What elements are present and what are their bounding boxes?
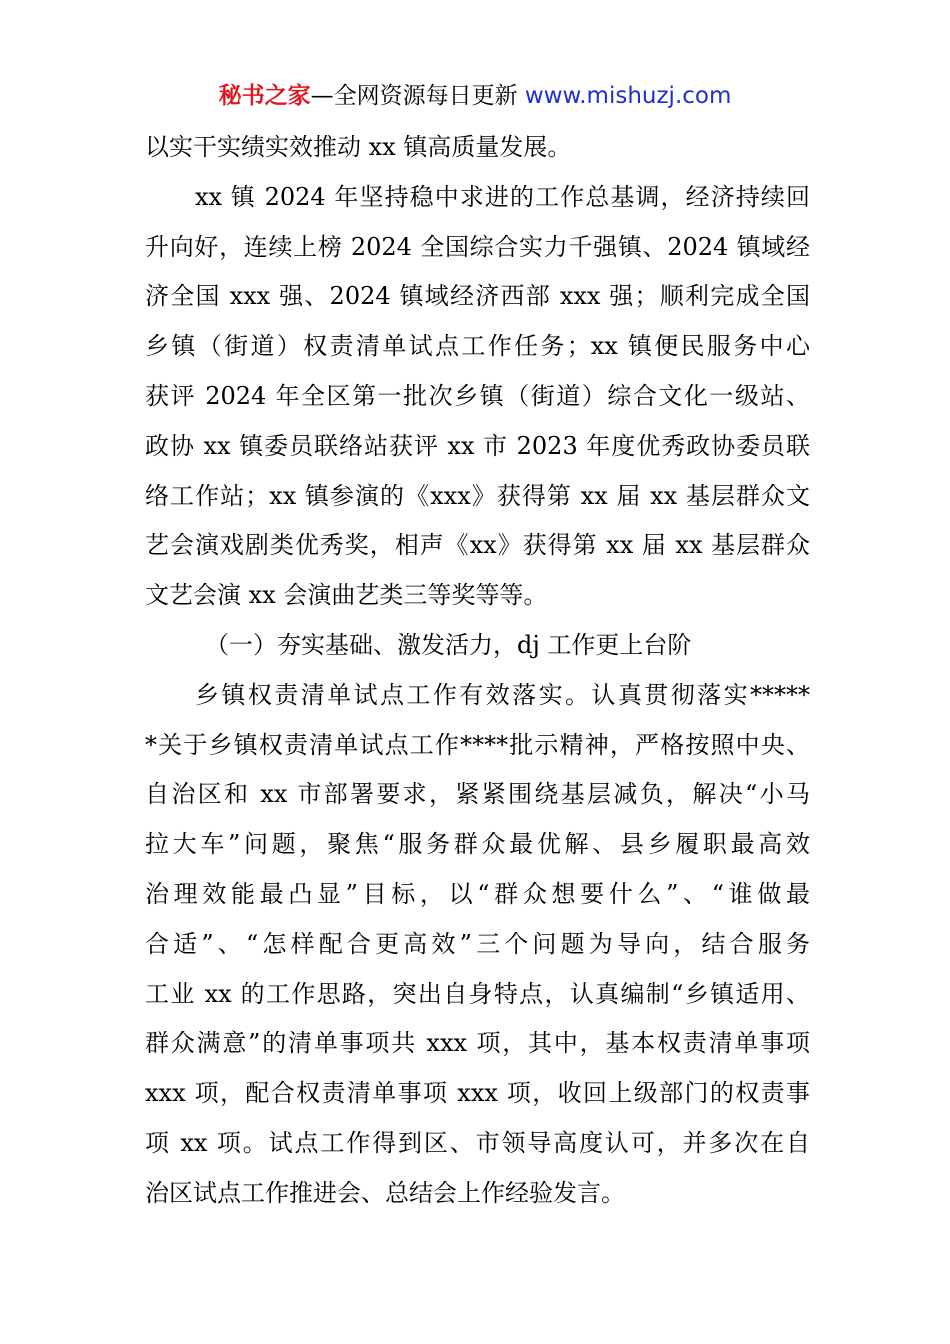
page-header [0,80,950,112]
text-line: 工业 xx 的工作思路，突出自身特点，认真编制“乡镇适用、 [145,979,810,1008]
section-heading: （一）夯实基础、激发活力，dj 工作更上台阶 [205,630,692,659]
text-line: 获评 2024 年全区第一批次乡镇（街道）综合文化一级站、 [145,381,810,410]
document-body [145,123,810,1219]
text-line: 升向好，连续上榜 2024 全国综合实力千强镇、2024 镇域经 [145,232,810,261]
text-line: 拉大车”问题，聚焦“服务群众最优解、县乡履职最高效 [145,830,810,859]
text-line: 乡镇权责清单试点工作有效落实。认真贯彻落实***** [195,680,810,709]
text-line: 合适”、“怎样配合更高效”三个问题为导向，结合服务 [145,929,810,958]
text-line: 自治区和 xx 市部署要求，紧紧围绕基层减负，解决“小马 [145,780,810,809]
text-line: 文艺会演 xx 会演曲艺类三等奖等等。 [145,581,548,610]
text-line: xxx 项，配合权责清单事项 xxx 项，收回上级部门的权责事 [145,1079,810,1108]
header-tagline: —全网资源每日更新 [310,83,518,109]
text-line: 治区试点工作推进会、总结会上作经验发言。 [145,1178,625,1207]
header-brand: 秘书之家 [218,83,311,109]
text-line: 艺会演戏剧类优秀奖，相声《xx》获得第 xx 届 xx 基层群众 [145,531,810,560]
text-line: 治理效能最凸显”目标，以“群众想要什么”、“谁做最 [145,879,810,908]
text-line: *关于乡镇权责清单试点工作****批示精神，严格按照中央、 [145,730,810,759]
text-line: 以实干实绩实效推动 xx 镇高质量发展。 [145,133,572,161]
header-url-link[interactable]: www.mishuzj.com [524,83,732,109]
text-line: 乡镇（街道）权责清单试点工作任务；xx 镇便民服务中心 [145,332,810,361]
text-line: 政协 xx 镇委员联络站获评 xx 市 2023 年度优秀政协委员联 [145,431,810,460]
text-line: 项 xx 项。试点工作得到区、市领导高度认可，并多次在自 [145,1128,810,1157]
text-line: 络工作站；xx 镇参演的《xxx》获得第 xx 届 xx 基层群众文 [145,481,810,510]
text-line: 济全国 xxx 强、2024 镇域经济西部 xxx 强；顺利完成全国 [145,282,810,311]
text-line: xx 镇 2024 年坚持稳中求进的工作总基调，经济持续回 [195,182,810,211]
text-line: 群众满意”的清单事项共 xxx 项，其中，基本权责清单事项 [145,1029,810,1058]
